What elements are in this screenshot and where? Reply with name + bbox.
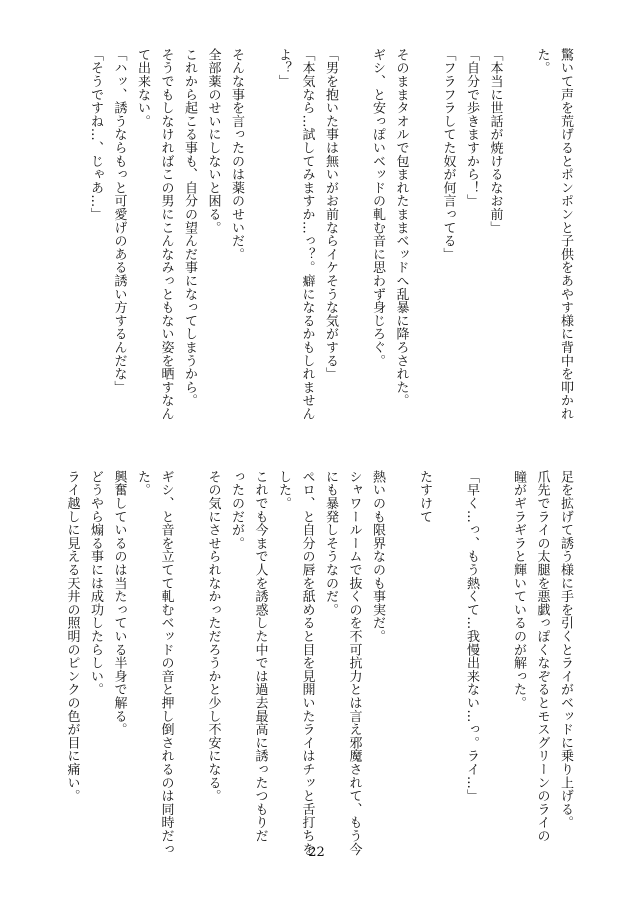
text-line: そんな事を言ったのは薬のせいだ。 (229, 48, 244, 261)
text-line: ライ越しに見える天井の照明のピンクの色が目に痛い。 (64, 470, 80, 803)
text-line: たすけて (417, 470, 432, 524)
text-line: 「早く…っ、もう熱くて…我慢出来ない…っ。ライ…」 (464, 470, 479, 803)
text-line: 爪先でライの太腿を悪戯っぽくなぞるとモスグリーンのライの (534, 470, 550, 843)
text-line: そうでもしなければこの男にこんなみっともない姿を晒すなん (158, 48, 174, 421)
page-number: 22 (308, 845, 325, 860)
text-line: した。 (276, 470, 291, 510)
text-line: た。 (534, 48, 550, 75)
text-line: て出来ない。 (135, 48, 150, 128)
text-line: 興奮しているのは当たっている半身で解る。 (111, 470, 127, 736)
text-line: ったのだが。 (229, 470, 244, 550)
text-line: ペロ、と自分の唇を舐めると目を見開いたライはチッと舌打ちを (299, 470, 315, 856)
line-gap (507, 48, 531, 433)
text-line: これでも今まで人を誘惑した中では過去最高に誘ったつもりだ (252, 470, 268, 843)
text-line: 熱いのも限界なのも事実だ。 (370, 470, 385, 643)
text-line: 「フラフラしてた奴が何言ってる」 (440, 48, 456, 261)
text-line: 瞳がギラギラと輝いているのが解った。 (511, 470, 526, 710)
text-line: 「本当に世話が焼けるなお前」 (487, 48, 503, 235)
text-line: 「自分で歩きますから！」 (464, 48, 479, 208)
line-gap (178, 470, 202, 820)
line-gap (389, 470, 413, 820)
text-line: た。 (135, 470, 150, 497)
upper-text-block (84, 48, 578, 433)
text-line: 「そうですね…、じゃあ…」 (88, 48, 103, 221)
text-line: 全部薬のせいにしないと困る。 (205, 48, 221, 235)
text-line: 「男を抱いた事は無いがお前ならイケそうな気がする」 (323, 48, 338, 381)
text-line: 足を拡げて誘う様に手を引くとライがベッドに乗り上げる。 (558, 470, 573, 830)
line-gap (248, 48, 272, 433)
text-line: その気にさせられなかっただろうかと少し不安になる。 (205, 470, 221, 803)
line-gap (436, 470, 460, 820)
line-gap (342, 48, 366, 433)
line-gap (413, 48, 437, 433)
text-line: 驚いて声を荒げるとポンポンと子供をあやす様に背中を叩かれ (558, 48, 573, 421)
text-line: そのままタオルで包まれたままベッドへ乱暴に降ろされた。 (393, 48, 409, 408)
text-line: にも暴発しそうなのだ。 (323, 470, 338, 617)
text-line: シャワールームで抜くのを不可抗力とは言え邪魔されて、もう今 (346, 470, 362, 856)
text-line: 「本気なら…試してみますか…っ？。癖になるかもしれません (299, 48, 315, 421)
text-line: 「ハッ、誘うならもっと可愛げのある誘い方するんだな」 (111, 48, 127, 394)
text-line: ギシ、と音を立てて軋むベッドの音と押し倒されるのは同時だっ (158, 470, 174, 856)
line-gap (483, 470, 507, 820)
text-line: どうやら煽る事には成功したらしい。 (88, 470, 103, 697)
text-line: ギシ、と安っぽいベッドの軋む音に思わず身じろぐ。 (370, 48, 385, 368)
text-line: よ？」 (276, 48, 291, 88)
text-line: これから起こる事も、自分の望んだ事になってしまうから。 (182, 48, 197, 408)
